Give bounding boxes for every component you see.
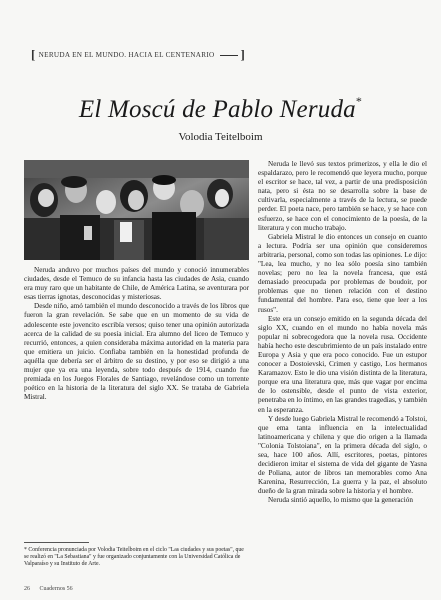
page-footer (24, 586, 73, 592)
header-rule (220, 55, 238, 56)
paragraph: Neruda sintió aquello, lo mismo que la generación (268, 496, 413, 505)
paragraph: Desde niño, amó también el mundo desconocido a través de los libros que fueron la gran revelación. Se sabe que en un momento de su vida de adolescente este jovencito escribía versos; quiso tener una opinión autorizada acerca de la calidad de su poesía inicial. Era alumno del liceo de Temuco y recurrió, entonces, a quien consideraba máxima autoridad en la materia para que emitiera un juicio. Confiaba también en la honestidad profunda de aquélla que debería ser el árbitro de su destino, y por eso se dirigió a una mujer que ya era una leyenda, sobre todo después de 1914, cuando fue premiada en los Juegos Florales de Santiago, revelándose como un torrente poético en la historia de la literatura del siglo XX. Se trataba de Gabriela Mistral. (24, 302, 249, 402)
right-column (258, 160, 427, 506)
article-title (0, 96, 441, 124)
running-header (31, 47, 246, 62)
footnote-text: * Conferencia pronunciada por Volodia Teitelboim en el ciclo "Las ciudades y sus poetas", que se realizó en "La Sebastiana" y fue organizado conjuntamente con la Universidad Católica de Valparaíso y su Instituto de Arte. (24, 547, 244, 567)
header-bracket-open: [ (31, 47, 36, 62)
paragraph: Gabriela Mistral le dio entonces un consejo en cuanto a lectura. Podría ser una opinión que consideremos arbitraria, personal, como son todas las opiniones. Le dijo: "Lea, lea mucho, y no lea sólo poesía sino también novelas; pero no lea la novela francesa, que está demasiado preocupada por problemas de boudoir, por problemas que no tienen relación con el destino fundamental del hombre. Para eso, tiene que leer a los rusos". (258, 232, 427, 314)
footnote (24, 542, 249, 568)
article-author: Volodia Teitelboim (178, 131, 263, 143)
header-bracket-close: ] (240, 47, 246, 62)
left-column (24, 266, 249, 402)
paragraph: Este era un consejo emitido en la segunda década del siglo XX, cuando en el mundo no había novela más popular ni sobrecogedora que la novela rusa. Occidente había hecho este descubrimiento de un país instalado entre Europa y Asia y que era poco conocido. Fue un estupor conocer a Dostoievski, Crimen y castigo, Los hermanos Karamazov. Esto le dio una visión distinta de la literatura, porque era una literatura que, más que vagar por encima de lo ostensible, desde el punto de vista exterior, penetraba en lo íntimo, en las grandes tragedias, y también en la esperanza. (258, 314, 427, 414)
crowd-photo (24, 160, 249, 260)
article-title-text: El Moscú de Pablo Neruda (78, 96, 356, 123)
journal-name: Cuadernos 56 (39, 586, 73, 592)
page-number: 26 (24, 586, 30, 592)
footnote-rule (24, 542, 89, 543)
paragraph: Y desde luego Gabriela Mistral le recomendó a Tolstoi, que ema tanta influencia en la intelectualidad latinoamericana y chilena y que dio origen a la llamada "Colonia Tolstoiana", en la primera década del siglo, o sea, hace 100 años. Allí, escritores, poetas, pintores decidieron imitar el sistema de vida del gigante de Yasna de Poliana, autor de libros tan memorables como Ana Karenina, Resurrección, La guerra y la paz, el absoluto dueño de la gran mirada sobre la historia y el hombre. (258, 414, 427, 496)
paragraph: Neruda le llevó sus textos primerizos, y ella le dio el espaldarazo, pero le recomendó que leyera mucho, porque el escritor se hace, tal vez, a partir de una predisposición nata, pero si ésta no se desarrolla sobre la base de cultivarla, especialmente a través de la lectura, se puede perder. El poeta nace, pero también se hace, y se hace con esfuerzo, se hace con el conocimiento de la poesía, de la literatura y con mucho trabajo. (258, 160, 427, 232)
title-footnote-mark: * (355, 94, 363, 108)
header-text: NERUDA EN EL MUNDO. HACIA EL CENTENARIO (38, 51, 215, 59)
paragraph: Neruda anduvo por muchos países del mundo y conoció innumerables ciudades, desde el Temuco de su infancia hasta las ciudades de Asia, cuando era muy raro que un habitante de Chile, de América Latina, se aventurara por esas tierras ignotas, desconocidas y misteriosas. (24, 266, 249, 302)
crowd-photo-image (24, 160, 249, 260)
